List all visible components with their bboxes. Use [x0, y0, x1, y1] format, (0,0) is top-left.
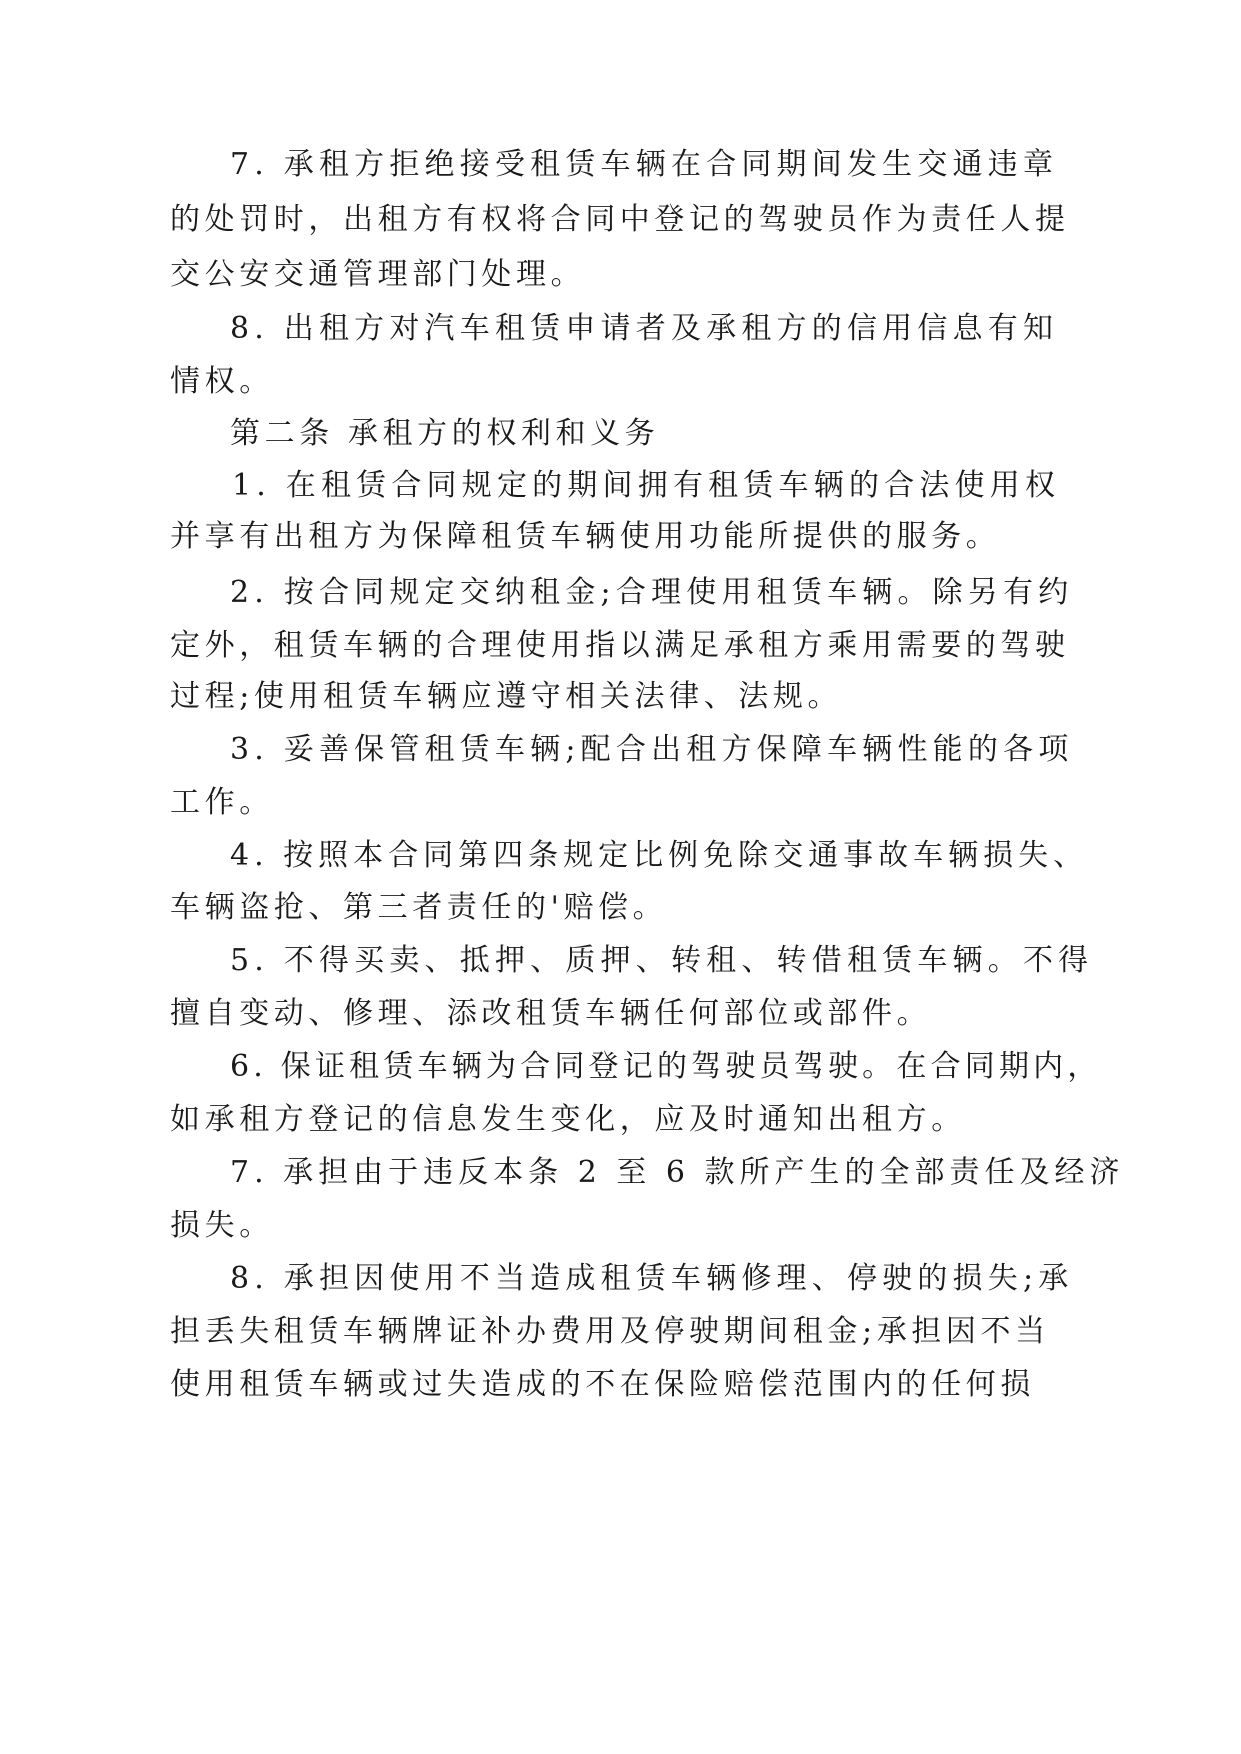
text-line: 担丢失租赁车辆牌证补办费用及停驶期间租金;承担因不当 — [170, 1314, 1050, 1349]
text-line: 定外，租赁车辆的合理使用指以满足承租方乘用需要的驾驶 — [170, 628, 1070, 663]
text-line: 3. 妥善保管租赁车辆;配合出租方保障车辆性能的各项 — [230, 732, 1074, 767]
text-line: 的处罚时，出租方有权将合同中登记的驾驶员作为责任人提 — [170, 202, 1070, 237]
text-line: 擅自变动、修理、添改租赁车辆任何部位或部件。 — [170, 996, 932, 1031]
text-line: 7. 承租方拒绝接受租赁车辆在合同期间发生交通违章 — [230, 147, 1059, 182]
text-line: 情权。 — [170, 364, 274, 399]
text-line: 过程;使用租赁车辆应遵守相关法律、法规。 — [170, 679, 843, 714]
text-line: 车辆盗抢、第三者责任的'赔偿。 — [170, 890, 668, 925]
text-line: 损失。 — [170, 1208, 274, 1243]
text-line: 使用租赁车辆或过失造成的不在保险赔偿范围内的任何损 — [170, 1367, 1035, 1402]
text-line: 工作。 — [170, 785, 274, 820]
text-line: 8. 出租方对汽车租赁申请者及承租方的信用信息有知 — [230, 311, 1059, 346]
text-line: 5. 不得买卖、抵押、质押、转租、转借租赁车辆。不得 — [230, 943, 1094, 978]
text-line: 6. 保证租赁车辆为合同登记的驾驶员驾驶。在合同期内， — [230, 1049, 1102, 1084]
text-line: 8. 承担因使用不当造成租赁车辆修理、停驶的损失;承 — [230, 1261, 1074, 1296]
text-line: 4. 按照本合同第四条规定比例免除交通事故车辆损失、 — [230, 838, 1089, 873]
text-line: 交公安交通管理部门处理。 — [170, 257, 586, 292]
text-line: 并享有出租方为保障租赁车辆使用功能所提供的服务。 — [170, 519, 1001, 554]
text-line: 1. 在租赁合同规定的期间拥有租赁车辆的合法使用权 — [232, 468, 1061, 503]
text-line: 7. 承担由于违反本条 2 至 6 款所产生的全部责任及经济 — [230, 1155, 1125, 1190]
section-heading: 第二条 承租方的权利和义务 — [230, 416, 660, 451]
text-line: 如承租方登记的信息发生变化，应及时通知出租方。 — [170, 1102, 966, 1137]
text-line: 2. 按合同规定交纳租金;合理使用租赁车辆。除另有约 — [230, 575, 1074, 610]
